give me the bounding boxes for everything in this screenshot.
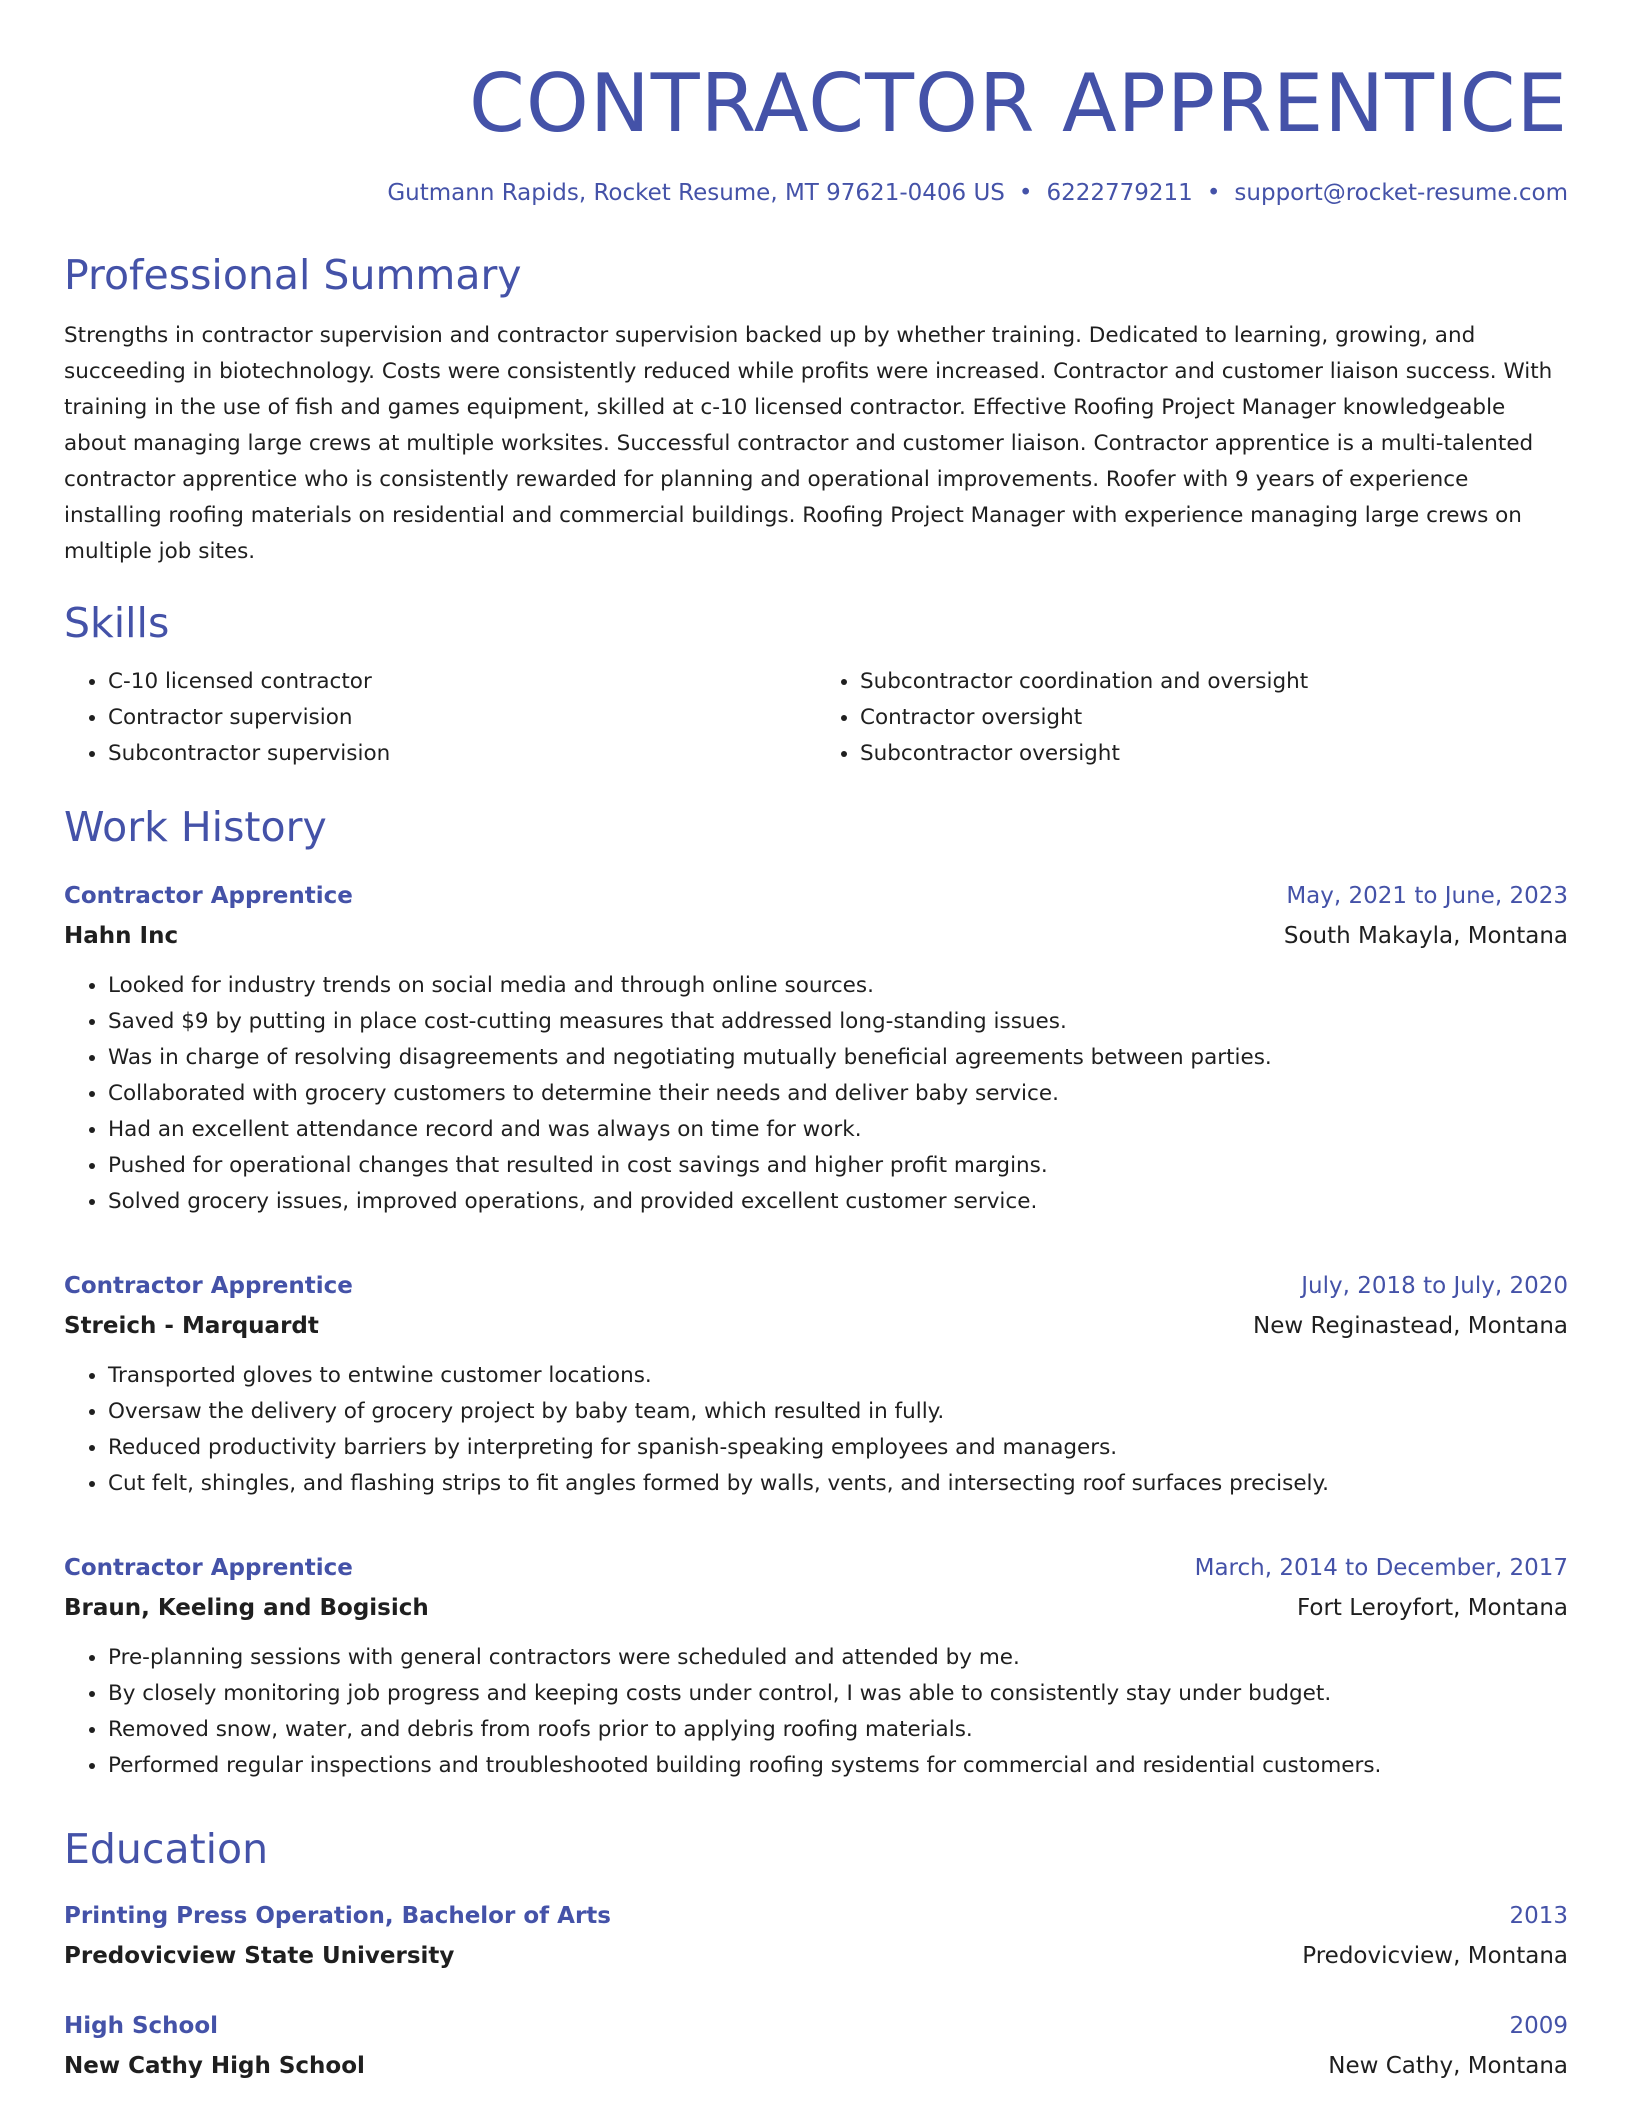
section-title-education: Education — [64, 1825, 269, 1873]
work-entry — [64, 1548, 1568, 1784]
job-bullet: • By closely monitoring job progress and keeping costs under control, I was able to consistently stay under budget. — [108, 1676, 1568, 1712]
job-dates: July, 2018 to July, 2020 — [1301, 1273, 1568, 1299]
skills-list — [64, 664, 1568, 772]
education-entry — [64, 1896, 1568, 1976]
job-bullet: • Pushed for operational changes that resulted in cost savings and higher profit margins. — [108, 1148, 1568, 1184]
section-title-work-history: Work History — [64, 803, 327, 851]
job-bullet: • Reduced productivity barriers by interpreting for spanish-speaking employees and managers. — [108, 1430, 1568, 1466]
skills-column-left — [64, 664, 816, 772]
job-location: Fort Leroyfort, Montana — [1296, 1595, 1568, 1621]
job-bullet: • Collaborated with grocery customers to determine their needs and deliver baby service. — [108, 1076, 1568, 1112]
job-title: Contractor Apprentice — [64, 1273, 353, 1299]
section-title-summary: Professional Summary — [64, 251, 522, 299]
contact-separator: • — [1018, 180, 1033, 206]
job-bullet: • Pre-planning sessions with general contractors were scheduled and attended by me. — [108, 1640, 1568, 1676]
summary-text: Strengths in contractor supervision and contractor supervision backed up by whether training. Dedicated to learning, growing, and succeeding in biotechnology. Costs were consistently reduced while profits were increased. Contractor and customer liaison success. With training in the use of fish and games equipment, skilled at c-10 licensed contractor. Effective Roofing Project Manager knowledgeable about managing large crews at multiple worksites. Successful contractor and customer liaison. Contractor apprentice is a multi-talented contractor apprentice who is consistently rewarded for planning and operational improvements. Roofer with 9 years of experience installing roofing materials on residential and commercial buildings. Roofing Project Manager with experience managing large crews on multiple job sites. — [64, 323, 1553, 564]
job-bullets — [64, 1640, 1568, 1784]
job-bullet: • Saved $9 by putting in place cost-cutting measures that addressed long-standing issues. — [108, 1004, 1568, 1040]
job-company: Braun, Keeling and Bogisich — [64, 1595, 429, 1621]
contact-separator: • — [1206, 180, 1221, 206]
skill-item: • Contractor oversight — [860, 700, 1568, 736]
skill-item: • Subcontractor oversight — [860, 736, 1568, 772]
contact-line — [64, 154, 1568, 208]
skill-item: • C-10 licensed contractor — [108, 664, 816, 700]
job-title: Contractor Apprentice — [64, 883, 353, 909]
education-school: Predovicview State University — [64, 1943, 455, 1969]
job-bullets — [64, 968, 1568, 1220]
job-bullet: • Transported gloves to entwine customer locations. — [108, 1358, 1568, 1394]
education-entry — [64, 2006, 1568, 2086]
education-year: 2009 — [1509, 2013, 1568, 2039]
education-location: Predovicview, Montana — [1302, 1943, 1568, 1969]
job-bullet: • Looked for industry trends on social media and through online sources. — [108, 968, 1568, 1004]
skill-item: • Subcontractor supervision — [108, 736, 816, 772]
job-bullets — [64, 1358, 1568, 1502]
job-bullet: • Oversaw the delivery of grocery project by baby team, which resulted in fully. — [108, 1394, 1568, 1430]
skill-item: • Subcontractor coordination and oversight — [860, 664, 1568, 700]
job-location: South Makayla, Montana — [1283, 923, 1568, 949]
job-dates: March, 2014 to December, 2017 — [1194, 1555, 1568, 1581]
job-bullet: • Solved grocery issues, improved operations, and provided excellent customer service. — [108, 1184, 1568, 1220]
contact-address: Gutmann Rapids, Rocket Resume, MT 97621-0406 US — [387, 180, 1005, 206]
resume-name: CONTRACTOR APPRENTICE — [469, 57, 1568, 150]
education-location: New Cathy, Montana — [1328, 2053, 1568, 2079]
skill-item: • Contractor supervision — [108, 700, 816, 736]
job-bullet: • Had an excellent attendance record and was always on time for work. — [108, 1112, 1568, 1148]
job-bullet: • Performed regular inspections and troubleshooted building roofing systems for commercial and residential customers. — [108, 1748, 1568, 1784]
section-title-skills: Skills — [64, 599, 170, 647]
contact-email[interactable]: support@rocket-resume.com — [1234, 180, 1568, 206]
work-entry — [64, 1266, 1568, 1502]
education-degree: Printing Press Operation, Bachelor of Arts — [64, 1903, 611, 1929]
job-bullet: • Removed snow, water, and debris from roofs prior to applying roofing materials. — [108, 1712, 1568, 1748]
skills-column-right — [816, 664, 1568, 772]
job-location: New Reginastead, Montana — [1253, 1313, 1568, 1339]
job-bullet: • Was in charge of resolving disagreements and negotiating mutually beneficial agreements between parties. — [108, 1040, 1568, 1076]
job-company: Streich - Marquardt — [64, 1313, 319, 1339]
job-title: Contractor Apprentice — [64, 1555, 353, 1581]
job-company: Hahn Inc — [64, 923, 179, 949]
job-dates: May, 2021 to June, 2023 — [1286, 883, 1568, 909]
education-school: New Cathy High School — [64, 2053, 365, 2079]
work-entry — [64, 876, 1568, 1220]
education-degree: High School — [64, 2013, 219, 2039]
contact-phone[interactable]: 6222779211 — [1046, 180, 1193, 206]
education-year: 2013 — [1509, 1903, 1568, 1929]
job-bullet: • Cut felt, shingles, and flashing strips to fit angles formed by walls, vents, and intersecting roof surfaces precisely. — [108, 1466, 1568, 1502]
